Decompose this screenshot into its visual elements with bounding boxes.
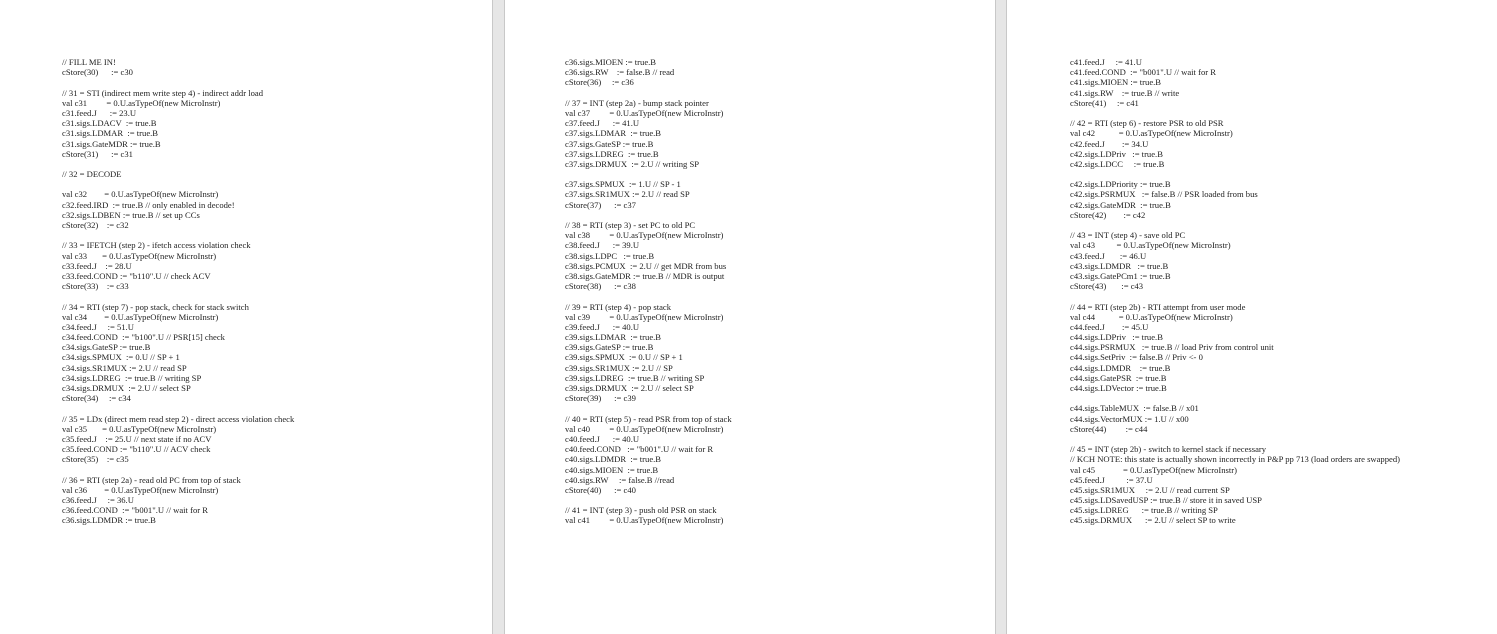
code-line: // FILL ME IN! bbox=[62, 57, 116, 67]
code-line: c39.sigs.SPMUX := 0.U // SP + 1 bbox=[565, 352, 683, 363]
code-line: c37.sigs.DRMUX := 2.U // writing SP bbox=[565, 158, 700, 169]
code-line: c37.sigs.LDMAR := true.B bbox=[565, 128, 662, 139]
code-line: val c35 = 0.U.asTypeOf(new MicroInstr) bbox=[62, 423, 217, 434]
document-page-2 bbox=[504, 0, 996, 634]
code-line: val c33 = 0.U.asTypeOf(new MicroInstr) bbox=[62, 250, 217, 261]
blank-line bbox=[565, 88, 732, 98]
code-line: c43.sigs.GatePCm1 := true.B bbox=[1070, 270, 1171, 281]
code-line: // 33 = IFETCH (step 2) - ifetch access violation check bbox=[62, 240, 251, 251]
code-line: cStore(37) := c37 bbox=[565, 199, 636, 210]
code-line: c40.sigs.RW := false.B //read bbox=[565, 474, 675, 485]
blank-line bbox=[1070, 108, 1400, 118]
code-line: c44.sigs.GatePSR := true.B bbox=[1070, 372, 1167, 383]
code-line: c39.sigs.SR1MUX := 2.U // SP bbox=[565, 362, 673, 373]
code-line: c34.sigs.GateSP := true.B bbox=[62, 342, 151, 353]
blank-line bbox=[1070, 291, 1400, 301]
code-line: c40.feed.COND := "b001".U // wait for R bbox=[565, 444, 714, 455]
code-line: cStore(33) := c33 bbox=[62, 281, 129, 292]
code-line: c34.sigs.DRMUX := 2.U // select SP bbox=[62, 383, 191, 393]
code-line: cStore(41) := c41 bbox=[1070, 97, 1139, 108]
code-line: // 31 = STI (indirect mem write step 4) - indirect addr load bbox=[62, 87, 264, 98]
page-2-text[interactable] bbox=[565, 57, 732, 526]
code-line: // 37 = INT (step 2a) - bump stack pointer bbox=[565, 97, 709, 108]
code-line: c44.sigs.LDPriv := true.B bbox=[1070, 332, 1163, 343]
blank-line bbox=[565, 169, 732, 179]
code-line: c38.feed.J := 39.U bbox=[565, 240, 640, 251]
code-line: cStore(43) := c43 bbox=[1070, 281, 1144, 292]
code-line: cStore(32) := c32 bbox=[62, 220, 129, 230]
code-line: c38.sigs.LDPC := true.B bbox=[565, 250, 655, 261]
blank-line bbox=[1070, 220, 1400, 230]
code-line: c33.feed.COND := "b110".U // check ACV bbox=[62, 270, 211, 281]
document-page-3 bbox=[1006, 0, 1497, 634]
code-line: c35.feed.COND := "b110".U // ACV check bbox=[62, 444, 211, 455]
code-line: c34.sigs.SPMUX := 0.U // SP + 1 bbox=[62, 352, 180, 363]
blank-line bbox=[62, 159, 294, 169]
blank-line bbox=[62, 465, 294, 475]
code-line: // 32 = DECODE bbox=[62, 169, 122, 180]
code-line: c35.feed.J := 25.U // next state if no ACV bbox=[62, 433, 212, 444]
code-line: val c40 = 0.U.asTypeOf(new MicroInstr) bbox=[565, 423, 724, 434]
blank-line bbox=[565, 403, 732, 413]
code-line: c39.sigs.LDMAR := true.B bbox=[565, 332, 662, 343]
code-line: // KCH NOTE: this state is actually shown incorrectly in P&P pp 713 (load orders are swapped) bbox=[1070, 454, 1400, 465]
code-line: val c39 = 0.U.asTypeOf(new MicroInstr) bbox=[565, 311, 724, 322]
code-line: // 38 = RTI (step 3) - set PC to old PC bbox=[565, 220, 696, 230]
blank-line bbox=[62, 230, 294, 240]
code-line: c39.sigs.GateSP := true.B bbox=[565, 342, 654, 353]
code-line: val c38 = 0.U.asTypeOf(new MicroInstr) bbox=[565, 230, 724, 241]
code-line: // 34 = RTI (step 7) - pop stack, check for stack switch bbox=[62, 301, 249, 312]
code-line: c42.sigs.LDPriv := true.B bbox=[1070, 148, 1163, 159]
code-line: c45.sigs.SR1MUX := 2.U // read current SP bbox=[1070, 484, 1230, 495]
code-line: c44.feed.J := 45.U bbox=[1070, 321, 1149, 332]
code-line: c37.feed.J := 41.U bbox=[565, 118, 640, 129]
blank-line bbox=[565, 210, 732, 220]
code-line: // 40 = RTI (step 5) - read PSR from top of stack bbox=[565, 413, 732, 424]
blank-line bbox=[62, 403, 294, 413]
code-line: c42.feed.J := 34.U bbox=[1070, 138, 1149, 149]
code-line: c40.sigs.LDMDR := true.B bbox=[565, 454, 662, 465]
code-line: // 35 = LDx (direct mem read step 2) - direct access violation check bbox=[62, 413, 295, 424]
code-line: c34.sigs.SR1MUX := 2.U // read SP bbox=[62, 362, 187, 373]
code-line: c36.feed.COND := "b001".U // wait for R bbox=[62, 505, 208, 516]
code-line: cStore(42) := c42 bbox=[1070, 209, 1146, 220]
code-line: cStore(35) := c35 bbox=[62, 454, 129, 465]
code-line: c38.sigs.GateMDR := true.B // MDR is output bbox=[565, 270, 725, 281]
code-line: c44.sigs.TableMUX := false.B // x01 bbox=[1070, 403, 1199, 414]
code-line: c41.sigs.RW := true.B // write bbox=[1070, 87, 1180, 98]
code-line: c45.sigs.DRMUX := 2.U // select SP to write bbox=[1070, 515, 1236, 526]
blank-line bbox=[1070, 434, 1400, 444]
code-line: c43.sigs.LDMDR := true.B bbox=[1070, 260, 1169, 271]
code-line: c36.sigs.LDMDR := true.B bbox=[62, 515, 156, 526]
code-line: c31.sigs.LDACV := true.B bbox=[62, 118, 157, 129]
code-line: cStore(30) := c30 bbox=[62, 67, 133, 78]
code-line: val c41 = 0.U.asTypeOf(new MicroInstr) bbox=[565, 515, 724, 526]
code-line: c45.sigs.LDREG := true.B // writing SP bbox=[1070, 505, 1218, 516]
code-line: c34.feed.COND := "b100".U // PSR[15] check bbox=[62, 332, 225, 343]
code-line: val c37 = 0.U.asTypeOf(new MicroInstr) bbox=[565, 107, 724, 118]
code-line: c31.feed.J := 23.U bbox=[62, 107, 137, 118]
blank-line bbox=[62, 77, 294, 87]
code-line: c44.sigs.VectorMUX := 1.U // x00 bbox=[1070, 413, 1189, 424]
code-line: cStore(40) := c40 bbox=[565, 484, 636, 495]
code-line: c31.sigs.GateMDR := true.B bbox=[62, 138, 161, 149]
code-line: val c42 = 0.U.asTypeOf(new MicroInstr) bbox=[1070, 128, 1233, 139]
code-line: c44.sigs.LDMDR := true.B bbox=[1070, 362, 1171, 373]
code-line: c34.feed.J := 51.U bbox=[62, 321, 134, 332]
code-line: c37.sigs.SR1MUX := 2.U // read SP bbox=[565, 189, 690, 200]
code-line: val c43 = 0.U.asTypeOf(new MicroInstr) bbox=[1070, 240, 1231, 251]
code-line: c36.feed.J := 36.U bbox=[62, 495, 134, 506]
code-line: c41.feed.J := 41.U bbox=[1070, 57, 1142, 67]
code-line: c38.sigs.PCMUX := 2.U // get MDR from bus bbox=[565, 260, 727, 271]
blank-line bbox=[1070, 169, 1400, 179]
code-line: c36.sigs.MIOEN := true.B bbox=[565, 57, 657, 67]
code-line: // 44 = RTI (step 2b) - RTI attempt from user mode bbox=[1070, 301, 1246, 312]
code-line: c42.sigs.GateMDR := true.B bbox=[1070, 199, 1171, 210]
code-line: c37.sigs.LDREG := true.B bbox=[565, 148, 659, 159]
document-page-1 bbox=[0, 0, 493, 634]
code-line: c33.feed.J := 28.U bbox=[62, 260, 132, 271]
code-line: cStore(36) := c36 bbox=[565, 77, 634, 88]
code-line: val c36 = 0.U.asTypeOf(new MicroInstr) bbox=[62, 484, 219, 495]
code-line: c41.feed.COND := "b001".U // wait for R bbox=[1070, 67, 1216, 78]
code-line: c42.sigs.LDCC := true.B bbox=[1070, 158, 1165, 169]
code-line: c43.feed.J := 46.U bbox=[1070, 250, 1147, 261]
code-line: c45.sigs.LDSavedUSP := true.B // store it in saved USP bbox=[1070, 495, 1262, 506]
code-line: c32.sigs.LDBEN := true.B // set up CCs bbox=[62, 209, 200, 220]
code-line: c42.sigs.LDPriority := true.B bbox=[1070, 179, 1171, 190]
code-line: // 45 = INT (step 2b) - switch to kernel stack if necessary bbox=[1070, 444, 1267, 455]
code-line: val c44 = 0.U.asTypeOf(new MicroInstr) bbox=[1070, 311, 1233, 322]
code-line: c39.sigs.DRMUX := 2.U // select SP bbox=[565, 383, 694, 393]
code-line: cStore(34) := c34 bbox=[62, 393, 131, 404]
code-line: cStore(44) := c44 bbox=[1070, 423, 1148, 434]
code-line: c44.sigs.LDVector := true.B bbox=[1070, 383, 1167, 393]
blank-line bbox=[565, 291, 732, 301]
code-line: // 42 = RTI (step 6) - restore PSR to old PSR bbox=[1070, 118, 1224, 129]
code-line: val c34 = 0.U.asTypeOf(new MicroInstr) bbox=[62, 311, 219, 322]
code-line: c42.sigs.PSRMUX := false.B // PSR loaded from bus bbox=[1070, 189, 1258, 200]
code-line: c40.sigs.MIOEN := true.B bbox=[565, 464, 659, 475]
page-3-text[interactable] bbox=[1070, 57, 1400, 526]
code-line: c39.sigs.LDREG := true.B // writing SP bbox=[565, 372, 705, 383]
page-1-text[interactable] bbox=[62, 57, 294, 526]
code-line: c37.sigs.GateSP := true.B bbox=[565, 138, 654, 149]
code-line: c37.sigs.SPMUX := 1.U // SP - 1 bbox=[565, 179, 681, 190]
blank-line bbox=[1070, 393, 1400, 403]
code-line: c36.sigs.RW := false.B // read bbox=[565, 67, 675, 78]
code-line: cStore(38) := c38 bbox=[565, 281, 636, 292]
blank-line bbox=[62, 291, 294, 301]
code-line: val c31 = 0.U.asTypeOf(new MicroInstr) bbox=[62, 97, 221, 108]
code-line: cStore(39) := c39 bbox=[565, 393, 636, 404]
code-line: // 41 = INT (step 3) - push old PSR on stack bbox=[565, 505, 717, 516]
code-line: c41.sigs.MIOEN := true.B bbox=[1070, 77, 1162, 88]
blank-line bbox=[62, 179, 294, 189]
code-line: c39.feed.J := 40.U bbox=[565, 321, 640, 332]
code-line: // 43 = INT (step 4) - save old PC bbox=[1070, 230, 1186, 241]
code-line: c40.feed.J := 40.U bbox=[565, 433, 640, 444]
code-line: cStore(31) := c31 bbox=[62, 148, 133, 159]
code-line: // 36 = RTI (step 2a) - read old PC from top of stack bbox=[62, 474, 241, 485]
code-line: c32.feed.IRD := true.B // only enabled in decode! bbox=[62, 199, 235, 210]
code-line: c31.sigs.LDMAR := true.B bbox=[62, 128, 159, 139]
code-line: c44.sigs.PSRMUX := true.B // load Priv from control unit bbox=[1070, 342, 1274, 353]
code-line: c45.feed.J := 37.U bbox=[1070, 474, 1153, 485]
code-line: c34.sigs.LDREG := true.B // writing SP bbox=[62, 372, 202, 383]
code-line: // 39 = RTI (step 4) - pop stack bbox=[565, 301, 672, 312]
code-line: val c45 = 0.U.asTypeOf(new MicroInstr) bbox=[1070, 464, 1238, 475]
code-line: c44.sigs.SetPriv := false.B // Priv <- 0 bbox=[1070, 352, 1203, 363]
code-line: val c32 = 0.U.asTypeOf(new MicroInstr) bbox=[62, 189, 219, 200]
blank-line bbox=[565, 495, 732, 505]
